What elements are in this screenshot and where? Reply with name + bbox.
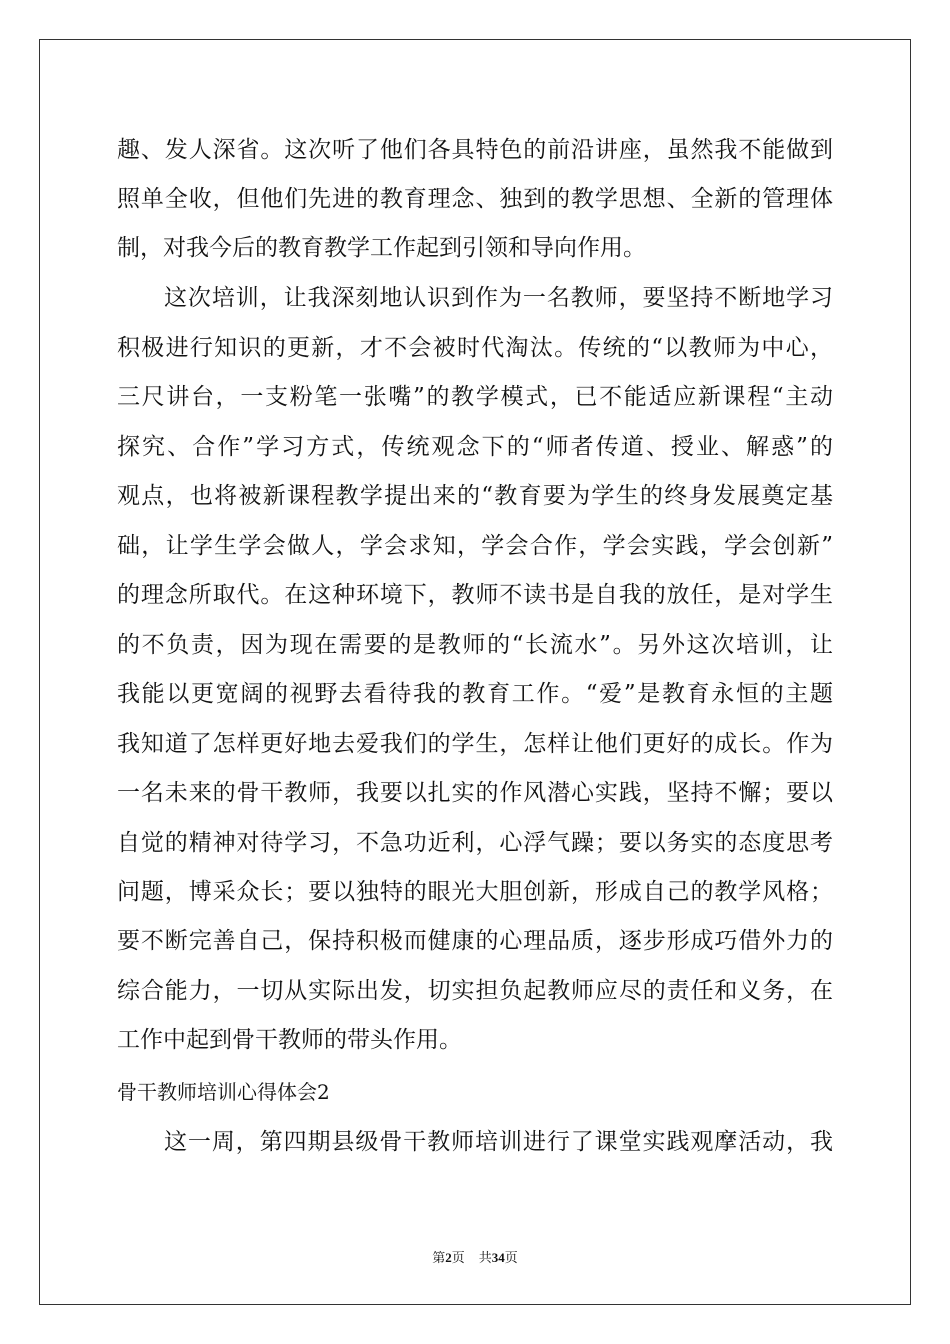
page-footer (0, 1247, 950, 1266)
paragraph-line: 工作中起到骨干教师的带头作用。 (117, 1027, 462, 1053)
paragraph-line: 一名未来的骨干教师，我要以扎实的作风潜心实践，坚持不懈；要以 (117, 780, 833, 806)
paragraph-line: 这一周，第四期县级骨干教师培训进行了课堂实践观摩活动，我 (164, 1129, 833, 1155)
footer-page-suffix: 页 (451, 1250, 465, 1265)
paragraph-line: 要不断完善自己，保持积极而健康的心理品质，逐步形成巧借外力的 (117, 928, 833, 954)
footer-page-number: 2 (445, 1250, 452, 1265)
footer-page-prefix: 第 (432, 1250, 446, 1265)
section-heading: 骨干教师培训心得体会2 (117, 1080, 330, 1104)
paragraph-line: 础，让学生学会做人，学会求知，学会合作，学会实践，学会创新” (117, 533, 833, 559)
paragraph-line: 的理念所取代。在这种环境下，教师不读书是自我的放任，是对学生 (117, 582, 833, 608)
footer-total-prefix: 共 (478, 1250, 492, 1265)
paragraph-line: 自觉的精神对待学习，不急功近利，心浮气躁；要以务实的态度思考 (117, 830, 833, 856)
page-border (39, 39, 911, 1305)
paragraph-line: 问题，博采众长；要以独特的眼光大胆创新，形成自己的教学风格； (117, 879, 833, 905)
paragraph-line: 探究、合作”学习方式，传统观念下的“师者传道、授业、解惑”的 (117, 434, 833, 460)
paragraph-line: 照单全收，但他们先进的教育理念、独到的教学思想、全新的管理体 (117, 186, 833, 212)
paragraph-line: 制，对我今后的教育教学工作起到引领和导向作用。 (117, 235, 646, 261)
paragraph-line: 这次培训，让我深刻地认识到作为一名教师，要坚持不断地学习 (164, 285, 833, 311)
paragraph-line: 综合能力，一切从实际出发，切实担负起教师应尽的责任和义务，在 (117, 978, 833, 1004)
footer-total-pages: 34 (491, 1250, 505, 1265)
paragraph-line: 积极进行知识的更新，才不会被时代淘汰。传统的“以教师为中心， (117, 335, 833, 361)
paragraph-line: 的不负责，因为现在需要的是教师的“长流水”。另外这次培训，让 (117, 632, 833, 658)
paragraph-line: 观点，也将被新课程教学提出来的“教育要为学生的终身发展奠定基 (117, 483, 833, 509)
paragraph-line: 我能以更宽阔的视野去看待我的教育工作。“爱”是教育永恒的主题 (117, 681, 833, 707)
paragraph-line: 三尺讲台，一支粉笔一张嘴”的教学模式，已不能适应新课程“主动 (117, 384, 833, 410)
paragraph-line: 我知道了怎样更好地去爱我们的学生，怎样让他们更好的成长。作为 (117, 731, 833, 757)
footer-total-suffix: 页 (504, 1250, 518, 1265)
paragraph-line: 趣、发人深省。这次听了他们各具特色的前沿讲座，虽然我不能做到 (117, 137, 833, 163)
